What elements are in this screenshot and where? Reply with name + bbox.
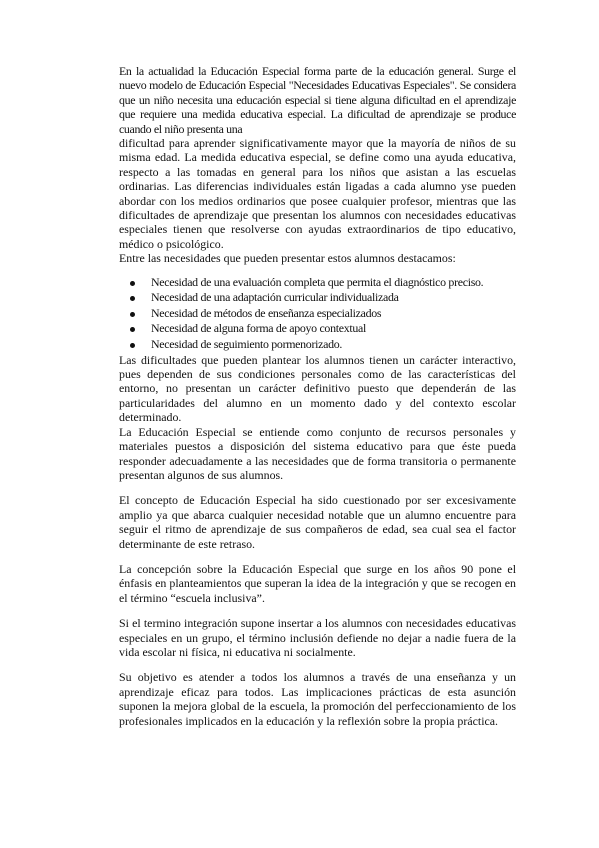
paragraph-inclusive-school: La concepción sobre la Educación Especial que surge en los años 90 pone el énfasis en planteamientos que superan la idea de la integración y que se recogen en el término “escuela inclusiva”. xyxy=(119,561,516,605)
paragraph-difficulty-definition: dificultad para aprender significativamente mayor que la mayoría de niños de su misma edad. La medida educativa especial, se define como una ayuda educativa, respecto a las tomadas en general para los niños que asistan a las escuelas ordinarias. Las diferencias individuales están ligadas a cada alumno yse pueden abordar con los medios ordinarios que posee cualquier profesor, mientras que las dificultades de aprendizaje que presentan los alumnos con necesidades educativas especiales tienen que resolverse con ayudas extraordinarios de tipo educativo, médico o psicológico. xyxy=(119,136,516,251)
bullet-icon xyxy=(130,281,135,286)
list-item xyxy=(119,275,516,291)
list-item xyxy=(119,290,516,306)
paragraph-intro: En la actualidad la Educación Especial forma parte de la educación general. Surge el nuevo modelo de Educación Especial "Necesidades Educativas Especiales". Se considera que un niño necesita una educación especial si tiene alguna dificultad en el aprendizaje que requiere una medida educativa especial. La dificultad de aprendizaje se produce cuando el niño presenta una xyxy=(119,64,516,136)
paragraph-objective: Su objetivo es atender a todos los alumnos a través de una enseñanza y un aprendizaje eficaz para todos. Las implicaciones prácticas de esta asunción suponen la mejora global de la escuela, la promoción del perfeccionamiento de los profesionales implicados en la educación y la reflexión sobre la propia práctica. xyxy=(119,670,516,728)
list-item-text: Necesidad de una adaptación curricular individualizada xyxy=(151,290,399,305)
bullet-icon xyxy=(130,296,135,301)
list-item-text: Necesidad de métodos de enseñanza especializados xyxy=(151,305,382,320)
paragraph-needs-intro: Entre las necesidades que pueden presentar estos alumnos destacamos: xyxy=(119,251,456,266)
list-item-text: Necesidad de una evaluación completa que permita el diagnóstico preciso. xyxy=(151,274,484,289)
list-item-text: Necesidad de alguna forma de apoyo contextual xyxy=(151,321,366,336)
paragraph-special-education-definition: La Educación Especial se entiende como conjunto de recursos personales y materiales puestos a disposición del sistema educativo para que éste pueda responder adecuadamente a las necesidades que de forma transitoria o permanente presentan algunos de sus alumnos. xyxy=(119,424,516,482)
bullet-icon xyxy=(130,343,135,348)
list-item xyxy=(119,321,516,337)
paragraph-integration-vs-inclusion: Si el termino integración supone insertar a los alumnos con necesidades educativas especiales en un grupo, el término inclusión defiende no dejar a nadie fuera de la vida escolar ni física, ni educativa ni socialmente. xyxy=(119,616,516,659)
bullet-icon xyxy=(130,312,135,317)
needs-list xyxy=(119,275,516,353)
bullet-icon xyxy=(130,327,135,332)
document-body xyxy=(119,64,516,728)
paragraph-interactive-character: Las dificultades que pueden plantear los alumnos tienen un carácter interactivo, pues dependen de sus condiciones personales como de las características del entorno, no presentan un carácter definitivo puesto que dependerán de las particularidades del alumno en un momento dado y del contexto escolar determinado. xyxy=(119,352,516,425)
list-item xyxy=(119,306,516,322)
list-item-text: Necesidad de seguimiento pormenorizado. xyxy=(151,337,343,352)
paragraph-concept-questioned: El concepto de Educación Especial ha sido cuestionado por ser excesivamente amplio ya que abarca cualquier necesidad notable que un alumno encuentre para seguir el ritmo de aprendizaje de sus compañeros de edad, sea cual sea el factor determinante de este retraso. xyxy=(119,493,516,551)
list-item xyxy=(119,337,516,353)
